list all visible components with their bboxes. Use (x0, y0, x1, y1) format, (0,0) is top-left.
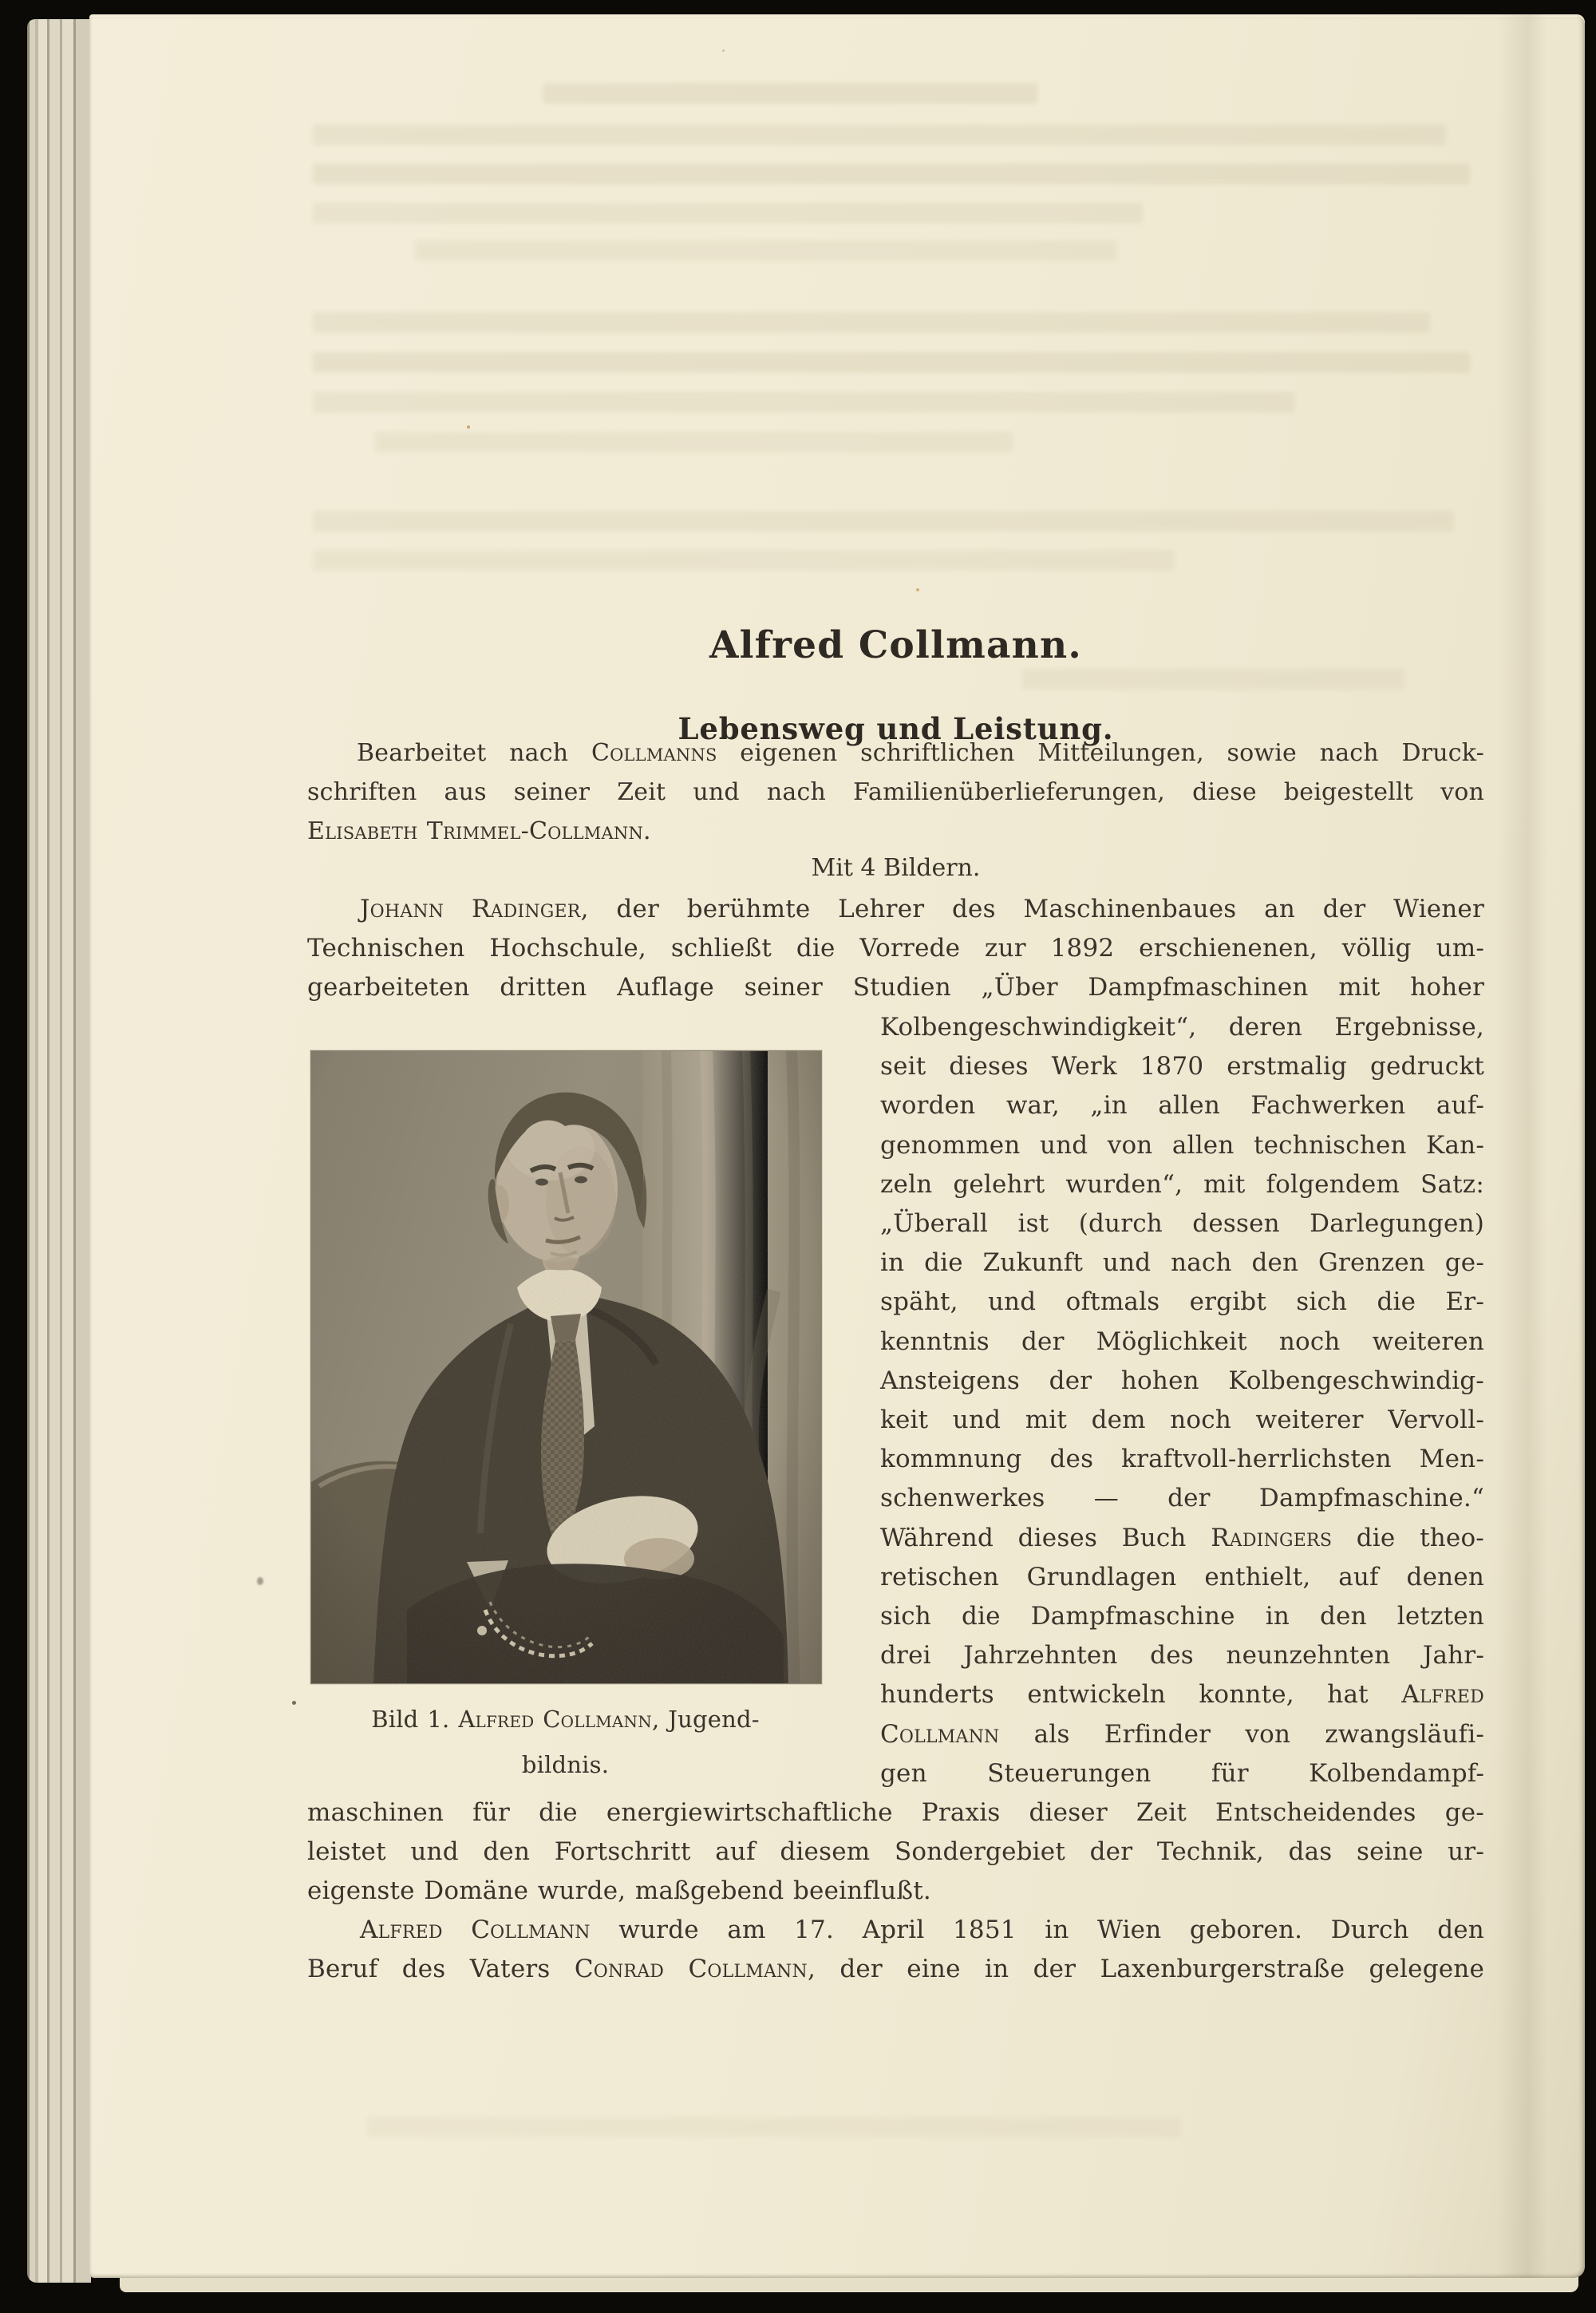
small-caps-name: Conrad Collmann (574, 1955, 808, 1984)
text-segment: gen Steuerungen für Kolbendampf- (880, 1758, 1484, 1788)
paper-speck (722, 49, 725, 52)
bleed-through-text (375, 432, 1013, 453)
small-caps-name: Alfred Collmann (360, 1916, 591, 1944)
text-segment: Bild 1. (371, 1706, 459, 1733)
small-caps-name: Radingers (1211, 1523, 1333, 1552)
text-segment: eigenste Domäne wurde, maßgebend beeinflußt. (307, 1876, 931, 1906)
text-line (880, 1440, 1484, 1479)
text-line (880, 1283, 1484, 1322)
text-line (880, 1675, 1484, 1714)
text-segment: eigenen schriftlichen Mitteilungen, sowie nach Druck- (717, 739, 1484, 767)
small-caps-name: Alfred (1401, 1680, 1484, 1710)
text-line (307, 1950, 1484, 1989)
photo-caption (310, 1697, 820, 1788)
text-line (307, 929, 1484, 968)
text-line (307, 773, 1484, 812)
bleed-through-text (313, 164, 1470, 184)
text-segment: Beruf des Vaters (307, 1955, 575, 1984)
text-segment: Bearbeitet nach (357, 739, 591, 767)
bleed-through-text (313, 312, 1430, 333)
page-edge-stack (27, 19, 91, 2283)
text-segment: retischen Grundlagen enthielt, auf denen (880, 1562, 1484, 1591)
paper-speck (257, 1577, 263, 1585)
text-segment: Während dieses Buch (880, 1523, 1211, 1552)
text-line (880, 1008, 1484, 1047)
text-line (880, 1715, 1484, 1754)
bleed-through-text (313, 203, 1143, 223)
text-line (880, 1086, 1484, 1125)
small-caps-name: Elisabeth Trimmel-Collmann. (307, 817, 651, 845)
text-segment: kommnung des kraftvoll-herrlichsten Men- (880, 1445, 1484, 1474)
illustrations-note: Mit 4 Bildern. (811, 854, 981, 882)
bleed-through-text (367, 2117, 1181, 2137)
text-segment: gearbeiteten dritten Auflage seiner Studien „Über Dampfmaschinen mit hoher (307, 973, 1484, 1002)
halftone-grain (311, 1051, 821, 1683)
text-line (880, 1519, 1484, 1558)
text-line (880, 1323, 1484, 1362)
text-line (307, 890, 1484, 929)
text-line (880, 1401, 1484, 1440)
text-segment: in die Zukunft und nach den Grenzen ge- (880, 1248, 1484, 1278)
small-caps-name: Johann Radinger (360, 895, 581, 923)
bleed-through-text (415, 240, 1117, 261)
body-paragraph-1 (307, 890, 1484, 1008)
text-segment: genommen und von allen technischen Kan- (880, 1130, 1484, 1160)
text-segment: bildnis. (521, 1751, 610, 1778)
text-line (307, 1911, 1484, 1950)
text-segment: , der eine in der Laxenburgerstraße gelegene (807, 1955, 1485, 1984)
text-segment: worden war, „in allen Fachwerken auf- (880, 1091, 1484, 1121)
paper-speck (467, 425, 470, 429)
text-segment: als Erfinder von zwangsläufi- (999, 1719, 1484, 1749)
text-line (307, 1872, 1484, 1911)
text-line (880, 1754, 1484, 1793)
text-line (880, 1126, 1484, 1165)
text-line (880, 1597, 1484, 1636)
credits-paragraph (307, 733, 1484, 851)
text-line (880, 1204, 1484, 1243)
text-segment: schenwerkes — der Dampfmaschine.“ (880, 1484, 1484, 1513)
text-segment: , Jugend- (651, 1706, 760, 1733)
text-line (307, 812, 1484, 851)
text-line (307, 733, 1484, 773)
body-paragraph-2 (307, 1911, 1484, 1989)
bleed-through-text (1021, 669, 1404, 690)
text-line (880, 1479, 1484, 1518)
text-segment: kenntnis der Möglichkeit noch weiteren (880, 1327, 1484, 1356)
text-segment: keit und mit dem noch weiterer Vervoll- (880, 1406, 1484, 1435)
text-line (307, 968, 1484, 1007)
text-segment: Technischen Hochschule, schließt die Vorrede zur 1892 erschienenen, völlig um- (307, 934, 1484, 963)
bleed-through-text (543, 83, 1037, 104)
text-line (880, 1165, 1484, 1204)
text-segment: hunderts entwickeln konnte, hat (880, 1680, 1402, 1710)
text-segment: leistet und den Fortschritt auf diesem Sondergebiet der Technik, das seine ur- (307, 1837, 1484, 1867)
text-line (880, 1047, 1484, 1086)
text-line (880, 1636, 1484, 1675)
bleed-through-text (313, 125, 1446, 145)
text-line (310, 1742, 820, 1788)
text-segment: Ansteigens der hohen Kolbengeschwindig- (880, 1366, 1484, 1395)
text-segment: schriften aus seiner Zeit und nach Familienüberlieferungen, diese beigestellt von (307, 778, 1484, 806)
text-line (310, 1697, 820, 1742)
text-segment: zeln gelehrt wurden“, mit folgendem Satz: (880, 1169, 1484, 1199)
body-column-right (880, 1008, 1484, 1793)
body-paragraph-1-continued (307, 1793, 1484, 1912)
article-title: Alfred Collmann. (709, 623, 1082, 668)
small-caps-name: Collmann (880, 1719, 1000, 1749)
text-segment: späht, und oftmals ergibt sich die Er- (880, 1287, 1484, 1317)
text-line (880, 1362, 1484, 1401)
text-segment: seit dieses Werk 1870 erstmalig gedruckt (880, 1052, 1484, 1081)
text-segment: , der berühmte Lehrer des Maschinenbaues an der Wiener (580, 895, 1484, 923)
text-segment: wurde am 17. April 1851 in Wien geboren. Durch den (590, 1916, 1484, 1944)
text-segment: „Überall ist (durch dessen Darlegungen) (880, 1209, 1484, 1239)
text-line (307, 1833, 1484, 1872)
text-line (880, 1558, 1484, 1597)
text-segment: die theo- (1332, 1523, 1484, 1552)
bleed-through-text (313, 392, 1294, 413)
bleed-through-text (313, 352, 1470, 373)
text-segment: Kolbengeschwindigkeit“, deren Ergebnisse, (880, 1013, 1484, 1042)
paper-speck (916, 588, 919, 591)
text-segment: sich die Dampfmaschine in den letzten (880, 1602, 1484, 1631)
portrait-photo-art (311, 1051, 821, 1683)
article-subtitle: Lebensweg und Leistung. (678, 710, 1114, 746)
text-segment: maschinen für die energiewirtschaftliche Praxis dieser Zeit Entscheidendes ge- (307, 1798, 1484, 1827)
paper-speck (292, 1701, 296, 1705)
bleed-through-text (313, 550, 1175, 571)
small-caps-name: Alfred Collmann (458, 1706, 652, 1733)
small-caps-name: Collmanns (591, 739, 717, 767)
text-segment: drei Jahrzehnten des neunzehnten Jahr- (880, 1641, 1484, 1670)
portrait-photo (310, 1050, 822, 1684)
bleed-through-text (313, 511, 1454, 532)
text-line (307, 1793, 1484, 1833)
text-line (880, 1243, 1484, 1283)
